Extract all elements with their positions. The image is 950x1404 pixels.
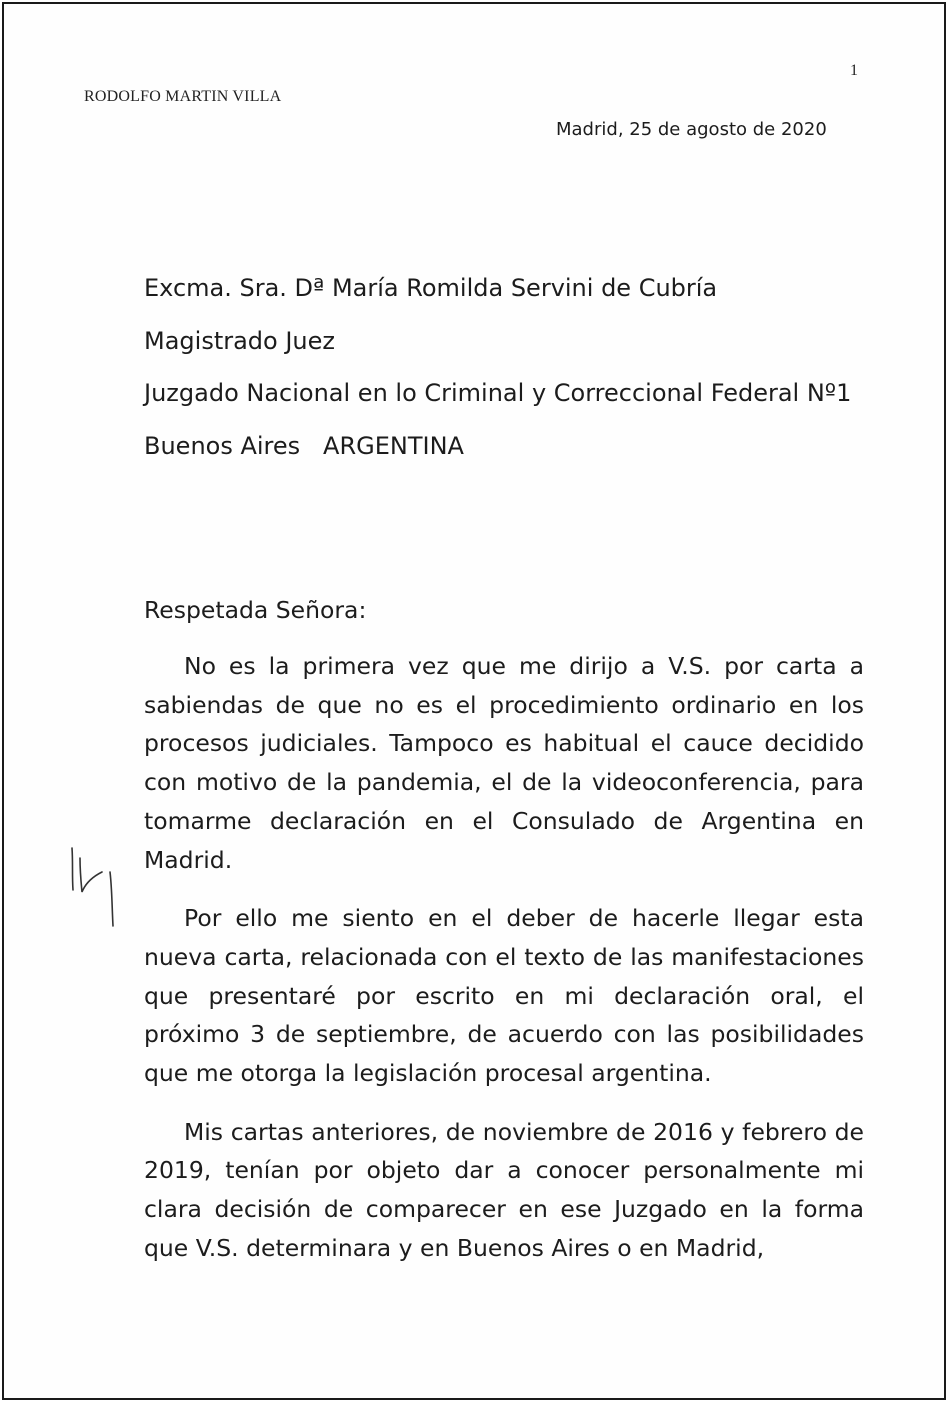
handwritten-initial-mark (66, 842, 126, 932)
paragraph-2: Por ello me siento en el deber de hacerle llegar esta nueva carta, relacionada con el texto de las manifestaciones que presentaré por escrito en mi declaración oral, el próximo 3 de septiembre, de acuerdo con las posibilidades que me otorga la legislación procesal argentina. (144, 904, 864, 1088)
paragraph-3: Mis cartas anteriores, de noviembre de 2016 y febrero de 2019, tenían por objeto dar a conocer personalmente mi clara decisión de comparecer en ese Juzgado en la forma que V.S. determinara y en Buenos Aires o en Madrid, (144, 1117, 864, 1262)
date-line: Madrid, 25 de agosto de 2020 (556, 119, 827, 140)
sender-name: RODOLFO MARTIN VILLA (84, 88, 282, 105)
recipient-court: Juzgado Nacional en lo Criminal y Correccional Federal Nº1 (144, 379, 852, 407)
recipient-location: Buenos Aires ARGENTINA (144, 431, 464, 460)
paragraph-1: No es la primera vez que me dirijo a V.S. por carta a sabiendas de que no es el procedimiento ordinario en los procesos judiciales. Tampoco es habitual el cauce decidido con motivo de la pandemia, el de la videoconferencia, para tomarme declaración en el Consulado de Argentina en Madrid. (144, 652, 864, 874)
letter-page (2, 2, 946, 1400)
recipient-block (144, 268, 851, 478)
page-number: 1 (850, 62, 858, 79)
recipient-title: Magistrado Juez (144, 326, 336, 355)
salutation: Respetada Señora: (144, 596, 367, 624)
letter-body (144, 647, 864, 1288)
recipient-name: Excma. Sra. Dª María Romilda Servini de Cubría (144, 274, 718, 302)
